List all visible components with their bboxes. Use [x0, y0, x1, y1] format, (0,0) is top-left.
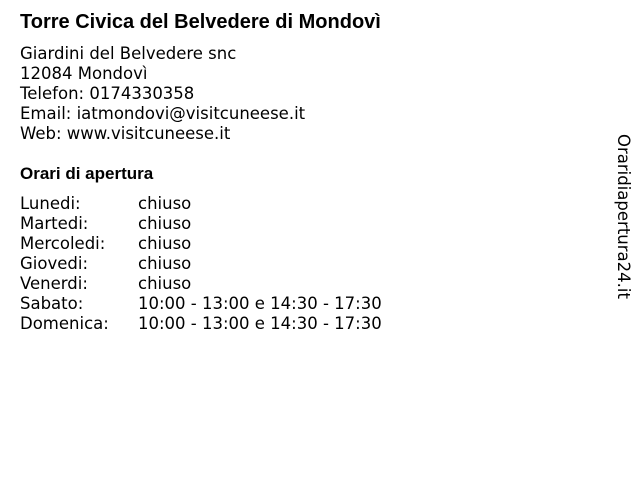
phone-number: Telefon: 0174330358	[20, 84, 195, 103]
page-title: Torre Civica del Belvedere di Mondovì	[20, 11, 381, 33]
hours-row-monday	[20, 194, 382, 214]
street-address: Giardini del Belvedere snc	[20, 44, 237, 63]
day-label: Martedi:	[20, 214, 89, 233]
hours-row-friday	[20, 274, 382, 294]
hours-row-sunday	[20, 314, 382, 334]
day-hours: chiuso	[138, 234, 192, 253]
hours-row-wednesday	[20, 234, 382, 254]
day-label: Mercoledi:	[20, 234, 106, 253]
hours-row-tuesday	[20, 214, 382, 234]
day-label: Domenica:	[20, 314, 109, 333]
city-postcode: 12084 Mondovì	[20, 64, 148, 83]
day-label: Giovedi:	[20, 254, 88, 273]
address-block	[20, 44, 305, 144]
day-hours: chiuso	[138, 254, 192, 273]
day-hours: 10:00 - 13:00 e 14:30 - 17:30	[138, 294, 382, 313]
day-hours: chiuso	[138, 194, 192, 213]
day-hours: chiuso	[138, 274, 192, 293]
brand-watermark	[613, 134, 633, 310]
brand-text: Oraridiapertura24.it	[614, 134, 633, 299]
day-hours: 10:00 - 13:00 e 14:30 - 17:30	[138, 314, 382, 333]
website-address: Web: www.visitcuneese.it	[20, 124, 231, 143]
hours-row-saturday	[20, 294, 382, 314]
hours-row-thursday	[20, 254, 382, 274]
email-address: Email: iatmondovi@visitcuneese.it	[20, 104, 306, 123]
day-label: Lunedi:	[20, 194, 81, 213]
day-hours: chiuso	[138, 214, 192, 233]
opening-hours-table	[20, 194, 382, 334]
day-label: Sabato:	[20, 294, 84, 313]
opening-hours-heading: Orari di apertura	[20, 164, 154, 183]
day-label: Venerdi:	[20, 274, 88, 293]
